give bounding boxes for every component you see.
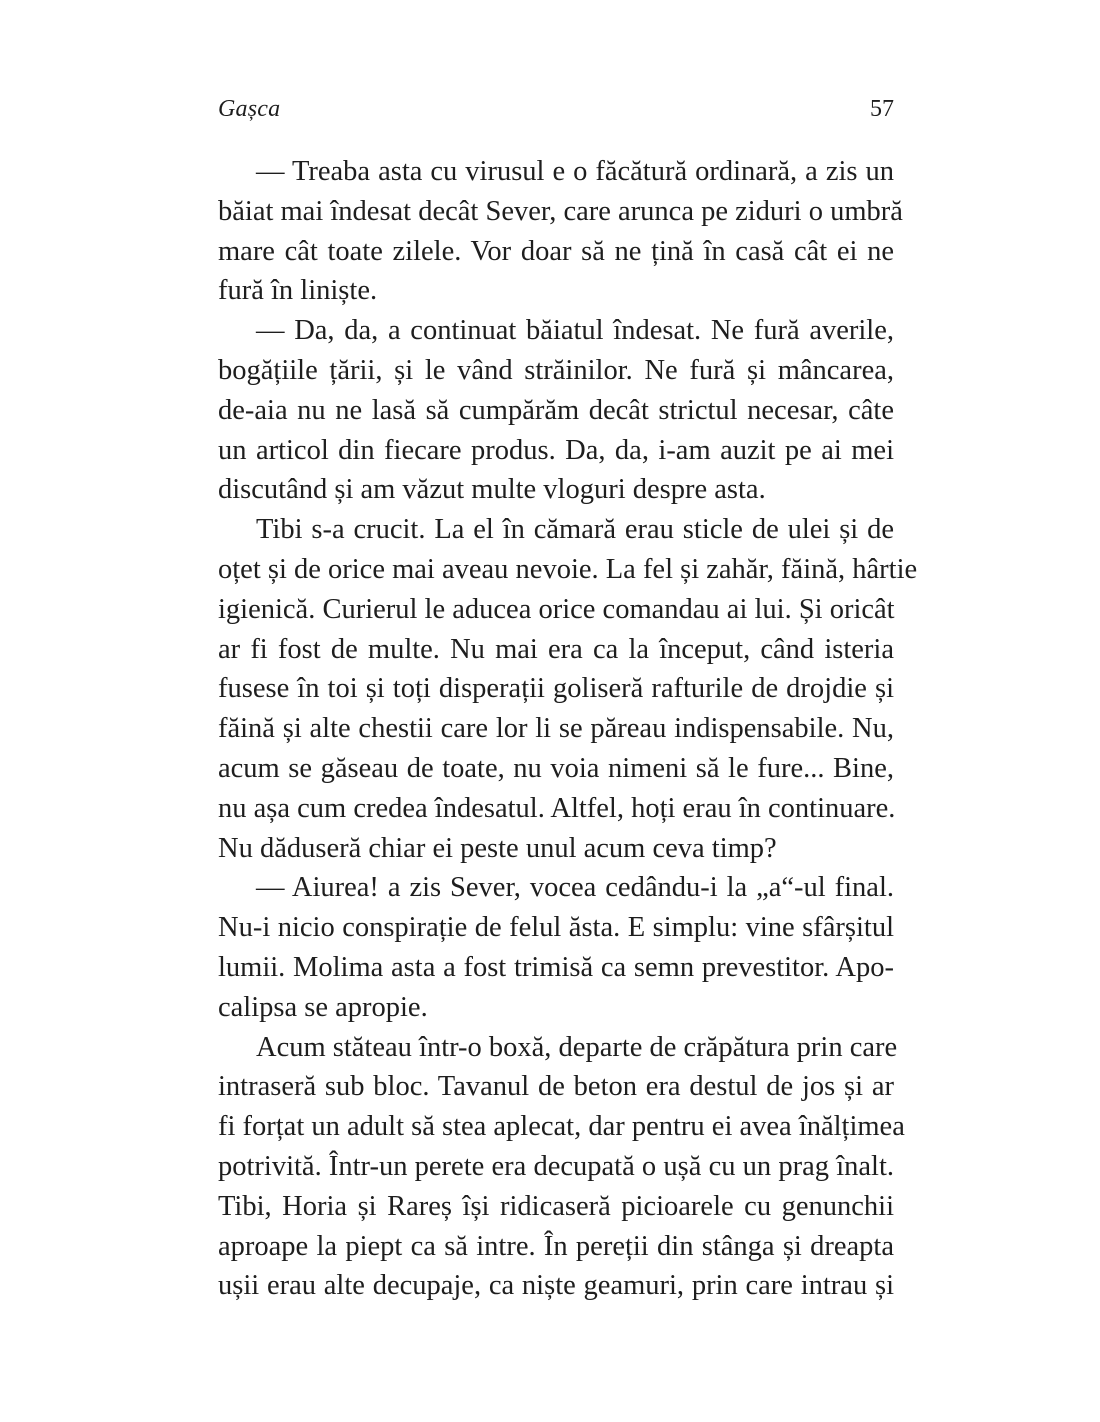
- text-line: bogățiile țării, și le vând străinilor. Ne fură și mâncarea,: [218, 354, 894, 386]
- running-head: [218, 96, 894, 130]
- text-line: aproape la piept ca să intre. În pereții din stânga și dreapta: [218, 1230, 894, 1262]
- text-line: făină și alte chestii care lor li se păreau indispensabile. Nu,: [218, 713, 894, 745]
- text-line: lumii. Molima asta a fost trimisă ca semn prevestitor. Apo-: [218, 951, 894, 983]
- text-line: fi forțat un adult să stea aplecat, dar pentru ei avea înălțimea: [218, 1111, 905, 1143]
- text-line: un articol din fiecare produs. Da, da, i-am auzit pe ai mei: [218, 434, 894, 466]
- text-line: băiat mai îndesat decât Sever, care arunca pe ziduri o umbră: [218, 195, 903, 227]
- text-line: intraseră sub bloc. Tavanul de beton era destul de jos și ar: [218, 1071, 894, 1103]
- text-line: ușii erau alte decupaje, ca niște geamuri, prin care intrau și: [218, 1270, 894, 1302]
- body-text: [218, 152, 918, 1306]
- text-line: fusese în toi și toți disperații goliseră rafturile de drojdie și: [218, 673, 894, 705]
- text-line: de-aia nu ne lasă să cumpărăm decât strictul necesar, câte: [218, 394, 894, 426]
- text-line: Tibi s-a crucit. La el în cămară erau sticle de ulei și de: [256, 514, 894, 546]
- text-line: Tibi, Horia și Rareș își ridicaseră picioarele cu genunchii: [218, 1190, 894, 1222]
- paragraph: [218, 1028, 905, 1307]
- text-line: discutând și am văzut multe vloguri despre asta.: [218, 474, 766, 506]
- text-line: Nu dăduseră chiar ei peste unul acum ceva timp?: [218, 832, 777, 864]
- text-line: mare cât toate zilele. Vor doar să ne țină în casă cât ei ne: [218, 235, 894, 267]
- text-line: acum se găseau de toate, nu voia nimeni să le fure... Bine,: [218, 752, 894, 784]
- text-line: — Da, da, a continuat băiatul îndesat. Ne fură averile,: [256, 315, 894, 347]
- text-line: Acum stăteau într-o boxă, departe de crăpătura prin care: [256, 1031, 898, 1063]
- text-line: oțet și de orice mai aveau nevoie. La fel și zahăr, făină, hârtie: [218, 553, 918, 585]
- text-line: calipsa se apropie.: [218, 991, 428, 1023]
- text-line: igienică. Curierul le aducea orice comandau ai lui. Și oricât: [218, 593, 895, 625]
- paragraph: [218, 152, 903, 311]
- text-line: Nu-i nicio conspirație de felul ăsta. E simplu: vine sfârșitul: [218, 912, 894, 944]
- text-line: — Treaba asta cu virusul e o făcătură ordinară, a zis un: [256, 156, 894, 187]
- text-line: fură în liniște.: [218, 275, 378, 307]
- paragraph: [218, 311, 894, 510]
- paragraph: [218, 868, 894, 1027]
- text-line: nu așa cum credea îndesatul. Altfel, hoți erau în continuare.: [218, 792, 896, 824]
- text-line: potrivită. Într-un perete era decupată o ușă cu un prag înalt.: [218, 1150, 894, 1182]
- text-line: — Aiurea! a zis Sever, vocea cedându-i la „a“-ul final.: [256, 872, 894, 904]
- page-number: 57: [870, 96, 894, 122]
- text-line: ar fi fost de multe. Nu mai era ca la început, când isteria: [218, 633, 894, 665]
- paragraph: [218, 510, 918, 868]
- chapter-title: Gașca: [218, 96, 281, 122]
